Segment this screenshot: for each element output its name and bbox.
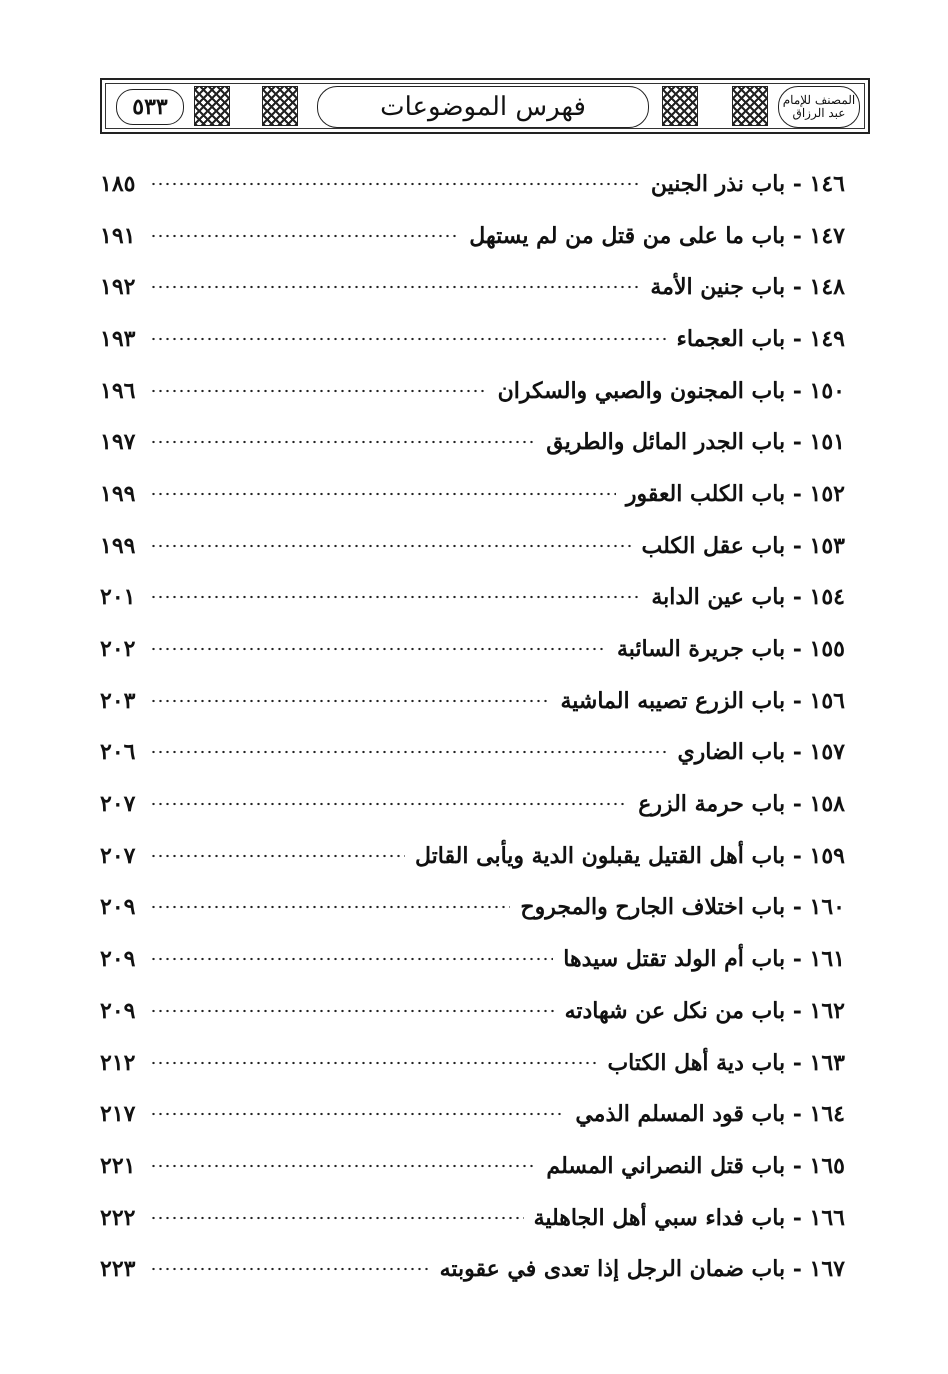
- page-title: فهرس الموضوعات: [317, 86, 649, 128]
- entry-number: ١٦٧: [809, 1256, 845, 1283]
- leader-dots: [150, 1164, 536, 1168]
- table-of-contents: [100, 158, 845, 1295]
- entry-page: ٢٠٢: [100, 636, 136, 663]
- entry-page: ٢٠٩: [100, 946, 136, 973]
- toc-entry: [100, 933, 845, 985]
- toc-entry: [100, 158, 845, 210]
- entry-page: ٢٠٦: [100, 739, 136, 766]
- entry-title: باب نذر الجنين: [650, 170, 786, 197]
- toc-entry: [100, 520, 845, 572]
- leader-dots: [150, 957, 553, 961]
- entry-page: ٢٠٩: [100, 997, 136, 1024]
- entry-number: ١٥٨: [809, 791, 845, 818]
- toc-entry: [100, 572, 845, 624]
- entry-number: ١٤٦: [809, 170, 845, 197]
- toc-entry: [100, 675, 845, 727]
- entry-number: ١٥١: [809, 429, 845, 456]
- entry-title: باب عقل الكلب: [641, 532, 786, 559]
- entry-dash: -: [785, 946, 810, 973]
- toc-entry: [100, 1243, 845, 1295]
- entry-dash: -: [785, 429, 810, 456]
- entry-number: ١٦٦: [809, 1204, 845, 1231]
- toc-entry: [100, 882, 845, 934]
- entry-title: باب حرمة الزرع: [638, 791, 786, 818]
- ornament-icon: [262, 86, 298, 126]
- entry-title: باب المجنون والصبي والسكران: [497, 377, 786, 404]
- entry-number: ١٥٢: [809, 480, 845, 507]
- entry-dash: -: [785, 480, 810, 507]
- toc-entry: [100, 416, 845, 468]
- entry-number: ١٥٧: [809, 739, 845, 766]
- entry-page: ١٩٦: [100, 377, 136, 404]
- entry-page: ١٩٧: [100, 429, 136, 456]
- toc-entry: [100, 468, 845, 520]
- toc-entry: [100, 1192, 845, 1244]
- entry-page: ٢٢١: [100, 1152, 136, 1179]
- leader-dots: [150, 1061, 597, 1065]
- ornament-icon: [662, 86, 698, 126]
- entry-dash: -: [785, 636, 810, 663]
- page-header: [100, 78, 870, 134]
- leader-dots: [150, 492, 616, 496]
- entry-title: باب الجدر المائل والطريق: [546, 429, 786, 456]
- entry-page: ٢١٢: [100, 1049, 136, 1076]
- entry-title: باب الزرع تصيبه الماشية: [560, 687, 786, 714]
- entry-title: باب فداء سبي أهل الجاهلية: [533, 1204, 786, 1231]
- leader-dots: [150, 182, 641, 186]
- entry-title: باب عين الدابة: [651, 584, 786, 611]
- entry-dash: -: [785, 170, 810, 197]
- leader-dots: [150, 440, 536, 444]
- entry-number: ١٦٠: [809, 894, 845, 921]
- entry-page: ٢٠٣: [100, 687, 136, 714]
- toc-entry: [100, 1037, 845, 1089]
- entry-number: ١٥٤: [809, 584, 845, 611]
- entry-page: ١٩١: [100, 222, 136, 249]
- entry-dash: -: [785, 687, 810, 714]
- toc-entry: [100, 778, 845, 830]
- toc-entry: [100, 830, 845, 882]
- entry-dash: -: [785, 1049, 810, 1076]
- entry-page: ٢١٧: [100, 1101, 136, 1128]
- entry-number: ١٤٩: [809, 325, 845, 352]
- leader-dots: [150, 544, 631, 548]
- entry-title: باب من نكل عن شهادته: [564, 997, 786, 1024]
- leader-dots: [150, 1267, 430, 1271]
- entry-dash: -: [785, 274, 810, 301]
- entry-title: باب ضمان الرجل إذا تعدى في عقوبته: [439, 1256, 786, 1283]
- entry-page: ٢٠٩: [100, 894, 136, 921]
- entry-title: باب الضاري: [677, 739, 786, 766]
- entry-dash: -: [785, 325, 810, 352]
- toc-entry: [100, 1088, 845, 1140]
- entry-title: باب قود المسلم الذمي: [575, 1101, 786, 1128]
- leader-dots: [150, 647, 607, 651]
- entry-dash: -: [785, 739, 810, 766]
- entry-title: باب جريرة السائبة: [617, 636, 786, 663]
- entry-number: ١٤٧: [809, 222, 845, 249]
- leader-dots: [150, 699, 550, 703]
- entry-number: ١٥٥: [809, 636, 845, 663]
- leader-dots: [150, 854, 405, 858]
- entry-dash: -: [785, 1204, 810, 1231]
- leader-dots: [150, 1112, 565, 1116]
- leader-dots: [150, 802, 628, 806]
- leader-dots: [150, 750, 667, 754]
- entry-number: ١٦٥: [809, 1152, 845, 1179]
- entry-page: ١٩٢: [100, 274, 136, 301]
- entry-number: ١٥٩: [809, 842, 845, 869]
- entry-number: ١٥٦: [809, 687, 845, 714]
- leader-dots: [150, 337, 667, 341]
- book-emblem: المصنف للإمام عبد الرزاق: [778, 86, 860, 128]
- entry-page: ١٩٣: [100, 325, 136, 352]
- entry-number: ١٥٠: [809, 377, 845, 404]
- toc-entry: [100, 623, 845, 675]
- toc-entry: [100, 365, 845, 417]
- toc-entry: [100, 985, 845, 1037]
- entry-dash: -: [785, 532, 810, 559]
- entry-dash: -: [785, 1152, 810, 1179]
- entry-title: باب أهل القتيل يقبلون الدية ويأبى القاتل: [415, 842, 786, 869]
- entry-number: ١٦١: [809, 946, 845, 973]
- entry-page: ٢٠١: [100, 584, 136, 611]
- leader-dots: [150, 1009, 555, 1013]
- entry-dash: -: [785, 1256, 810, 1283]
- entry-dash: -: [785, 222, 810, 249]
- entry-number: ١٦٣: [809, 1049, 845, 1076]
- entry-page: ٢٠٧: [100, 791, 136, 818]
- entry-dash: -: [785, 377, 810, 404]
- entry-title: باب أم الولد تقتل سيدها: [563, 946, 786, 973]
- leader-dots: [150, 595, 641, 599]
- leader-dots: [150, 234, 459, 238]
- entry-page: ١٨٥: [100, 170, 136, 197]
- entry-dash: -: [785, 842, 810, 869]
- entry-page: ١٩٩: [100, 480, 136, 507]
- entry-title: باب الكلب العقور: [625, 480, 786, 507]
- entry-title: باب ما على من قتل من لم يستهل: [469, 222, 786, 249]
- entry-page: ٢٠٧: [100, 842, 136, 869]
- entry-page: ٢٢٢: [100, 1204, 136, 1231]
- ornament-icon: [732, 86, 768, 126]
- entry-number: ١٥٣: [809, 532, 845, 559]
- page-number: ٥٣٣: [116, 89, 184, 125]
- entry-number: ١٦٤: [809, 1101, 845, 1128]
- entry-title: باب قتل النصراني المسلم: [546, 1152, 786, 1179]
- entry-title: باب جنين الأمة: [650, 274, 786, 301]
- toc-entry: [100, 261, 845, 313]
- entry-page: ١٩٩: [100, 532, 136, 559]
- entry-dash: -: [785, 791, 810, 818]
- entry-title: باب اختلاف الجارح والمجروح: [520, 894, 786, 921]
- entry-page: ٢٢٣: [100, 1256, 136, 1283]
- toc-entry: [100, 210, 845, 262]
- toc-entry: [100, 727, 845, 779]
- leader-dots: [150, 1216, 524, 1220]
- entry-dash: -: [785, 1101, 810, 1128]
- entry-dash: -: [785, 997, 810, 1024]
- entry-title: باب العجماء: [676, 325, 786, 352]
- entry-dash: -: [785, 894, 810, 921]
- leader-dots: [150, 285, 640, 289]
- toc-entry: [100, 1140, 845, 1192]
- entry-number: ١٦٢: [809, 997, 845, 1024]
- leader-dots: [150, 389, 488, 393]
- entry-title: باب دية أهل الكتاب: [607, 1049, 786, 1076]
- entry-dash: -: [785, 584, 810, 611]
- ornament-icon: [194, 86, 230, 126]
- entry-number: ١٤٨: [809, 274, 845, 301]
- toc-entry: [100, 313, 845, 365]
- leader-dots: [150, 905, 510, 909]
